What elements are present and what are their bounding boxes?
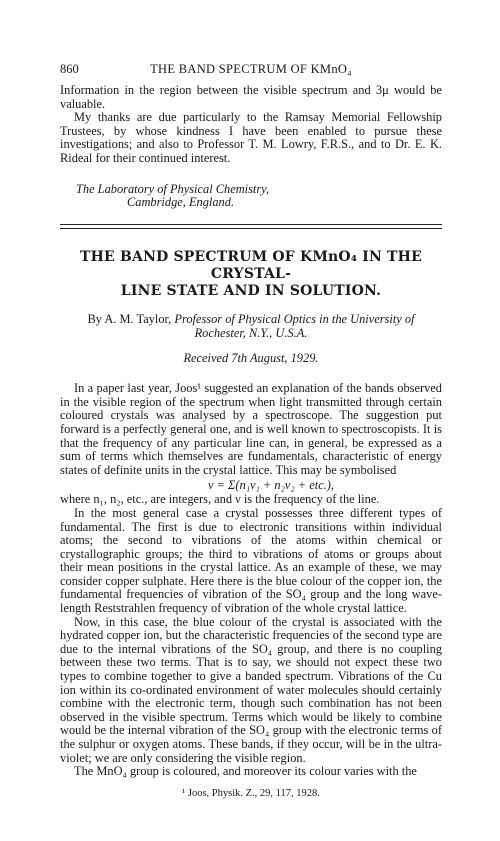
affiliation-line-2: Cambridge, England. [127,195,235,210]
author-affiliation-1: Professor of Physical Optics in the University of [174,312,415,327]
title-line-2: LINE STATE AND IN SOLUTION. [120,283,382,300]
footnote: ¹ Joos, Physik. Z., 29, 117, 1928. [182,787,320,799]
author-name: By A. M. Taylor, [87,312,172,327]
body-paragraph-2: where n₁, n₂, etc., are integers, and ν is the frequency of the line. [60,492,380,507]
equation: ν = Σ(n₁ν₁ + n₂ν₂ + etc.), [207,478,335,493]
prev-article-paragraph: Information in the region between the visible spectrum and 3μ would be valuable. [60,83,442,111]
received-date: Received 7th August, 1929. [183,351,319,366]
article-title [60,249,442,300]
author-affiliation-2: Rochester, N.Y., U.S.A. [194,326,308,341]
body-paragraph-5: The MnO₄ group is coloured, and moreover its colour varies with the [74,764,417,779]
title-line-1: THE BAND SPECTRUM OF KMnO₄ IN THE CRYSTAL- [80,249,422,283]
section-divider-top [60,224,442,225]
affiliation [60,183,442,211]
byline [60,312,442,340]
section-divider-bottom [60,228,442,229]
body-paragraph-3: In the most general case a crystal possesses three different types of fundamental. The first is due to electronic transitions within individual atoms; the second to vibrations of the atoms within chemical or crystallographic groups; the third to vibrations of atoms or groups about their mean positions in the crystal lattice. As an example of these, we may consider copper sulphate. Here there is the blue colour of the copper ion, the fundamental frequencies of vibration of the SO₄ group and the long wave-length Reststrahlen frequency of vibration of the whole crystal lattice. [60,505,442,616]
running-title: THE BAND SPECTRUM OF KMnO₄ [150,62,352,76]
page-number: 860 [60,62,79,76]
body-paragraph-4: Now, in this case, the blue colour of the crystal is associated with the hydrated copper ion, but the characteristic frequencies of the second type are due to the internal vibrations of the SO₄ group, and there is no coupling between these two terms. That is to say, we should not expect these two types to combine together to give a banded spectrum. Vibrations of the Cu ion within its co-ordinated environment of water molecules should certainly combine with the electronic term, though such combination has not been observed in the visible spectrum. Terms which would be likely to combine would be the internal vibration of the SO₄ group with the electronic terms of the sulphur or oxygen atoms. These bands, if they occur, will be in the ultra-violet; we are only considering the visible region. [60,614,442,765]
acknowledgements-paragraph: My thanks are due particularly to the Ramsay Memorial Fellowship Trustees, by whose kindness I have been enabled to pursue these investigations; and also to Professor T. M. Lowry, F.R.S., and to Dr. E. K. Rideal for their continued interest. [60,110,442,165]
page-header [60,62,442,84]
affiliation-line-1: The Laboratory of Physical Chemistry, [76,181,270,196]
body-paragraph-1: In a paper last year, Joos¹ suggested an explanation of the bands observed in the visible region of the spectrum when light transmitted through certain coloured crystals was analysed by a spectroscope. The suggestion put forward is a perfectly general one, and is well known to spectroscopists. It is that the frequency of any particular line can, in general, be expressed as a sum of terms which themselves are fundamentals, characteristic of energy states of definite units in the crystal lattice. This may be symbolised [60,381,442,477]
